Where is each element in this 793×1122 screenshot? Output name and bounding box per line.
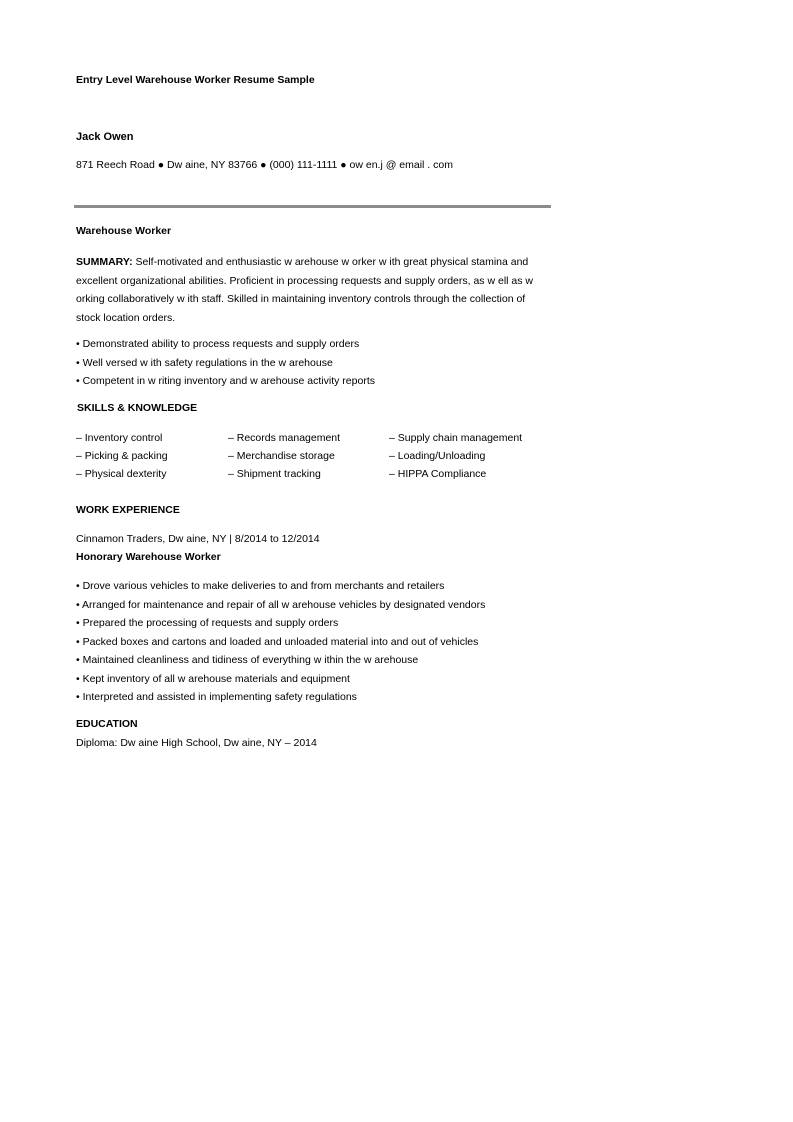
work-bullet-list (76, 577, 485, 707)
work-bullet: • Maintained cleanliness and tidiness of everything w ithin the w arehouse (76, 654, 419, 666)
education-heading: EDUCATION (76, 718, 138, 730)
skill-item: – Picking & packing (76, 450, 168, 462)
skill-item: – Shipment tracking (228, 468, 321, 480)
work-bullet: • Prepared the processing of requests and supply orders (76, 617, 339, 629)
summary-paragraph (76, 253, 546, 327)
candidate-name: Jack Owen (76, 131, 134, 143)
work-experience-heading: WORK EXPERIENCE (76, 504, 180, 516)
work-bullet: • Interpreted and assisted in implementing safety regulations (76, 691, 357, 703)
summary-text: Self-motivated and enthusiastic w arehouse w orker w ith great physical stamina and excellent organizational abilities. Proficient in processing requests and supply orders, as w ell as w orking collaboratively w ith staff. Skilled in maintaining inventory controls through the collection of stock location orders. (76, 256, 533, 324)
diploma-line: Diploma: Dw aine High School, Dw aine, NY – 2014 (76, 737, 317, 749)
skill-item: – HIPPA Compliance (389, 468, 487, 480)
summary-bullet: • Demonstrated ability to process requests and supply orders (76, 338, 360, 350)
summary-bullet: • Competent in w riting inventory and w arehouse activity reports (76, 375, 375, 387)
skill-item: – Physical dexterity (76, 468, 167, 480)
skill-item: – Records management (228, 432, 341, 444)
work-bullet: • Arranged for maintenance and repair of all w arehouse vehicles by designated vendors (76, 598, 486, 611)
horizontal-divider (74, 205, 551, 208)
job-title: Warehouse Worker (76, 225, 172, 237)
skill-item: – Loading/Unloading (389, 450, 486, 462)
role-title: Honorary Warehouse Worker (76, 551, 221, 563)
contact-line: 871 Reech Road ● Dw aine, NY 83766 ● (000) 111-1111 ● ow en.j @ email . com (76, 159, 453, 171)
employer-line: Cinnamon Traders, Dw aine, NY | 8/2014 to 12/2014 (76, 533, 320, 545)
summary-bullet: • Well versed w ith safety regulations in the w arehouse (76, 356, 333, 369)
skill-item: – Inventory control (76, 432, 163, 444)
work-bullet: • Kept inventory of all w arehouse materials and equipment (76, 672, 350, 685)
work-bullet: • Drove various vehicles to make deliveries to and from merchants and retailers (76, 580, 445, 592)
summary-label: SUMMARY: (76, 256, 133, 268)
work-bullet: • Packed boxes and cartons and loaded and unloaded material into and out of vehicles (76, 635, 479, 648)
skills-heading: SKILLS & KNOWLEDGE (77, 402, 198, 414)
skill-item: – Supply chain management (389, 432, 523, 444)
document-title: Entry Level Warehouse Worker Resume Sample (76, 74, 315, 86)
skill-item: – Merchandise storage (228, 450, 335, 462)
summary-bullet-list (76, 335, 375, 391)
